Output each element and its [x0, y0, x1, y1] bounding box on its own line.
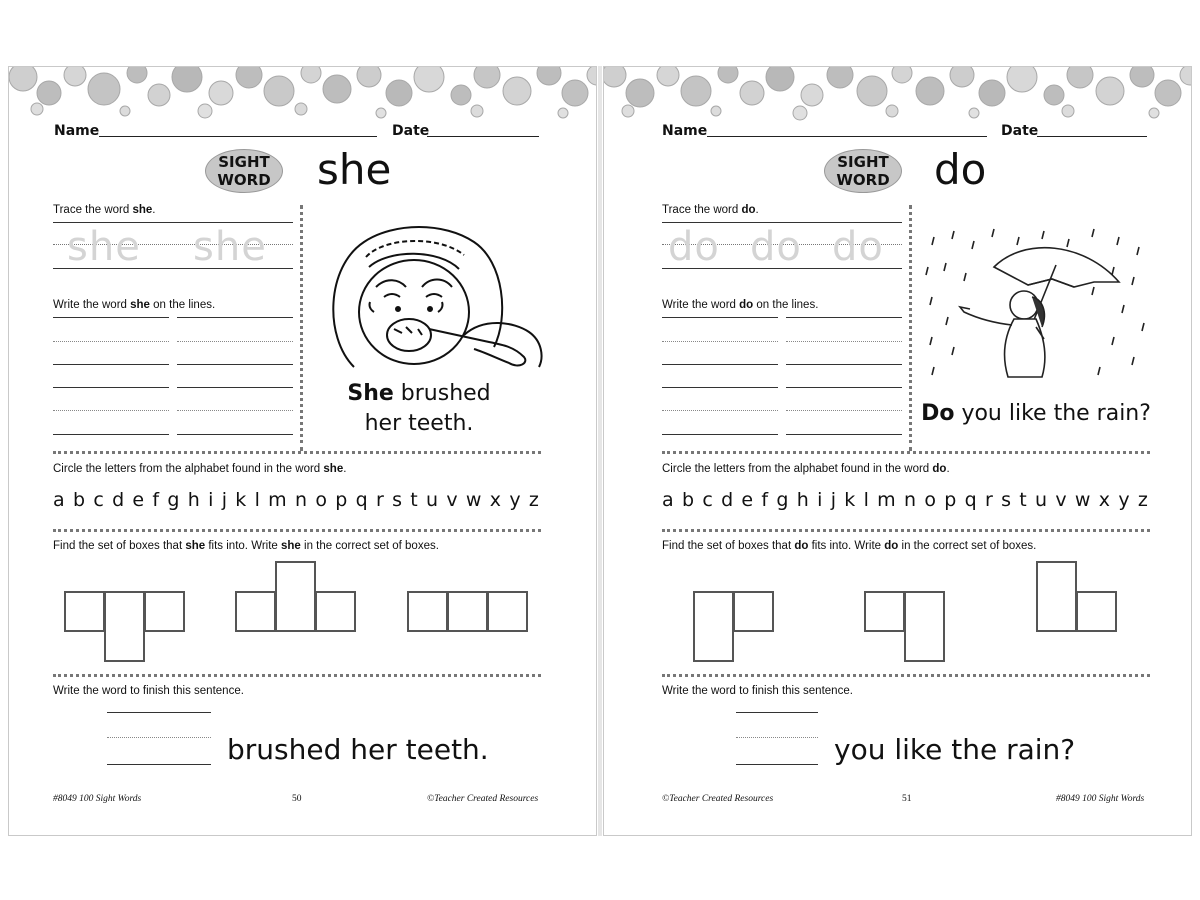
- finish-sentence-instruction: Write the word to finish this sentence.: [53, 685, 244, 697]
- boxes-instruction: Find the set of boxes that do fits into. Write do in the correct set of boxes.: [662, 540, 1037, 552]
- alphabet-letter[interactable]: k: [235, 489, 247, 511]
- caption-bold-word: Do: [921, 401, 955, 426]
- trace-instruction: Trace the word do.: [662, 204, 759, 216]
- alphabet-letter[interactable]: g: [167, 489, 180, 511]
- sight-word-title: she: [317, 145, 392, 194]
- alphabet-letter[interactable]: t: [410, 489, 418, 511]
- alphabet-letter[interactable]: s: [1001, 489, 1011, 511]
- dotted-divider: [53, 674, 541, 677]
- alphabet-row: [53, 489, 539, 511]
- dotted-divider: [53, 451, 541, 454]
- badge-line2: WORD: [217, 171, 271, 189]
- caption-text: brushed: [393, 381, 491, 406]
- alphabet-letter[interactable]: q: [355, 489, 368, 511]
- worksheet-page-left: [8, 66, 597, 836]
- alphabet-letter[interactable]: s: [392, 489, 402, 511]
- alphabet-letter[interactable]: a: [53, 489, 65, 511]
- alphabet-letter[interactable]: j: [221, 489, 227, 511]
- alphabet-letter[interactable]: a: [662, 489, 674, 511]
- name-input-line[interactable]: [707, 136, 987, 137]
- alphabet-letter[interactable]: p: [944, 489, 957, 511]
- alphabet-letter[interactable]: e: [741, 489, 754, 511]
- trace-instruction: Trace the word she.: [53, 204, 156, 216]
- alphabet-letter[interactable]: o: [924, 489, 936, 511]
- write-lines-column-1[interactable]: [662, 317, 778, 437]
- footer-copyright: ©Teacher Created Resources: [427, 794, 539, 804]
- badge-line2: WORD: [836, 171, 890, 189]
- sentence-text: you like the rain?: [834, 733, 1076, 766]
- answer-line[interactable]: [107, 764, 211, 765]
- date-label: Date: [1001, 123, 1039, 139]
- sentence-text: brushed her teeth.: [227, 733, 489, 766]
- alphabet-letter[interactable]: v: [446, 489, 458, 511]
- dotted-divider: [53, 529, 541, 532]
- alphabet-letter[interactable]: x: [489, 489, 502, 511]
- alphabet-letter[interactable]: u: [426, 489, 439, 511]
- footer-book-id: #8049 100 Sight Words: [1056, 794, 1145, 804]
- alphabet-letter[interactable]: j: [830, 489, 836, 511]
- alphabet-letter[interactable]: i: [208, 489, 214, 511]
- alphabet-letter[interactable]: z: [1137, 489, 1148, 511]
- trace-word: do: [832, 224, 884, 270]
- alphabet-letter[interactable]: u: [1035, 489, 1048, 511]
- trace-word-area[interactable]: [662, 222, 902, 270]
- answer-line[interactable]: [736, 764, 818, 765]
- sight-word-title: do: [934, 145, 987, 194]
- alphabet-letter[interactable]: i: [817, 489, 823, 511]
- name-input-line[interactable]: [99, 136, 377, 137]
- alphabet-letter[interactable]: z: [528, 489, 539, 511]
- alphabet-letter[interactable]: w: [465, 489, 482, 511]
- name-label: Name: [662, 123, 708, 139]
- alphabet-letter[interactable]: e: [132, 489, 145, 511]
- alphabet-letter[interactable]: d: [721, 489, 734, 511]
- bubble-border-decoration: [604, 67, 1192, 127]
- write-instruction: Write the word do on the lines.: [662, 299, 819, 311]
- alphabet-letter[interactable]: o: [315, 489, 327, 511]
- circle-letters-instruction: Circle the letters from the alphabet found in the word do.: [662, 463, 950, 475]
- alphabet-letter[interactable]: r: [375, 489, 384, 511]
- alphabet-letter[interactable]: n: [903, 489, 917, 511]
- child-with-umbrella-illustration: [924, 227, 1154, 387]
- bubble-border-decoration: [9, 67, 597, 127]
- alphabet-letter[interactable]: t: [1019, 489, 1027, 511]
- sight-word-badge: [205, 149, 283, 193]
- page-number: 50: [292, 794, 302, 804]
- trace-word-area[interactable]: [53, 222, 293, 270]
- date-label: Date: [392, 123, 430, 139]
- alphabet-letter[interactable]: k: [844, 489, 856, 511]
- alphabet-letter[interactable]: b: [72, 489, 86, 511]
- name-label: Name: [54, 123, 100, 139]
- alphabet-letter[interactable]: h: [187, 489, 200, 511]
- alphabet-letter[interactable]: c: [93, 489, 104, 511]
- alphabet-letter[interactable]: q: [964, 489, 977, 511]
- girl-brushing-teeth-illustration: [314, 217, 544, 377]
- write-lines-column-2[interactable]: [177, 317, 293, 437]
- alphabet-letter[interactable]: h: [796, 489, 809, 511]
- finish-sentence-instruction: Write the word to finish this sentence.: [662, 685, 853, 697]
- answer-line-top: [107, 712, 211, 713]
- trace-word: do: [750, 224, 802, 270]
- alphabet-letter[interactable]: m: [268, 489, 287, 511]
- badge-line1: SIGHT: [837, 153, 889, 171]
- trace-word: do: [668, 224, 720, 270]
- circle-letters-instruction: Circle the letters from the alphabet found in the word she.: [53, 463, 347, 475]
- alphabet-letter[interactable]: d: [112, 489, 125, 511]
- alphabet-letter[interactable]: n: [294, 489, 308, 511]
- alphabet-letter[interactable]: w: [1074, 489, 1091, 511]
- write-lines-column-2[interactable]: [786, 317, 902, 437]
- illustration-caption: [916, 399, 1156, 429]
- book-spine: [598, 66, 602, 836]
- worksheet-page-right: [603, 66, 1192, 836]
- alphabet-letter[interactable]: b: [681, 489, 695, 511]
- badge-line1: SIGHT: [218, 153, 270, 171]
- alphabet-letter[interactable]: g: [776, 489, 789, 511]
- page-number: 51: [902, 794, 912, 804]
- sight-word-badge: [824, 149, 902, 193]
- alphabet-letter[interactable]: l: [254, 489, 260, 511]
- alphabet-row: [662, 489, 1148, 511]
- write-instruction: Write the word she on the lines.: [53, 299, 216, 311]
- caption-bold-word: She: [347, 381, 394, 406]
- illustration-caption: [339, 379, 499, 439]
- alphabet-letter[interactable]: c: [702, 489, 713, 511]
- answer-line-mid: [107, 737, 211, 738]
- alphabet-letter[interactable]: v: [1055, 489, 1067, 511]
- alphabet-letter[interactable]: p: [335, 489, 348, 511]
- trace-word: she: [67, 224, 141, 270]
- trace-word: she: [193, 224, 267, 270]
- alphabet-letter[interactable]: f: [761, 489, 769, 511]
- dotted-divider: [662, 674, 1150, 677]
- date-input-line[interactable]: [427, 136, 539, 137]
- date-input-line[interactable]: [1037, 136, 1147, 137]
- caption-line2: her teeth.: [364, 411, 474, 436]
- dotted-divider: [662, 529, 1150, 532]
- alphabet-letter[interactable]: l: [863, 489, 869, 511]
- dotted-divider-vertical: [909, 205, 912, 451]
- dotted-divider-vertical: [300, 205, 303, 451]
- answer-line-top: [736, 712, 818, 713]
- caption-text: you like the rain?: [954, 401, 1151, 426]
- answer-line-mid: [736, 737, 818, 738]
- alphabet-letter[interactable]: r: [984, 489, 993, 511]
- alphabet-letter[interactable]: y: [509, 489, 521, 511]
- alphabet-letter[interactable]: m: [877, 489, 896, 511]
- dotted-divider: [662, 451, 1150, 454]
- alphabet-letter[interactable]: f: [152, 489, 160, 511]
- alphabet-letter[interactable]: x: [1098, 489, 1111, 511]
- boxes-instruction: Find the set of boxes that she fits into. Write she in the correct set of boxes.: [53, 540, 439, 552]
- footer-book-id: #8049 100 Sight Words: [53, 794, 142, 804]
- write-lines-column-1[interactable]: [53, 317, 169, 437]
- alphabet-letter[interactable]: y: [1118, 489, 1130, 511]
- footer-copyright: ©Teacher Created Resources: [662, 794, 774, 804]
